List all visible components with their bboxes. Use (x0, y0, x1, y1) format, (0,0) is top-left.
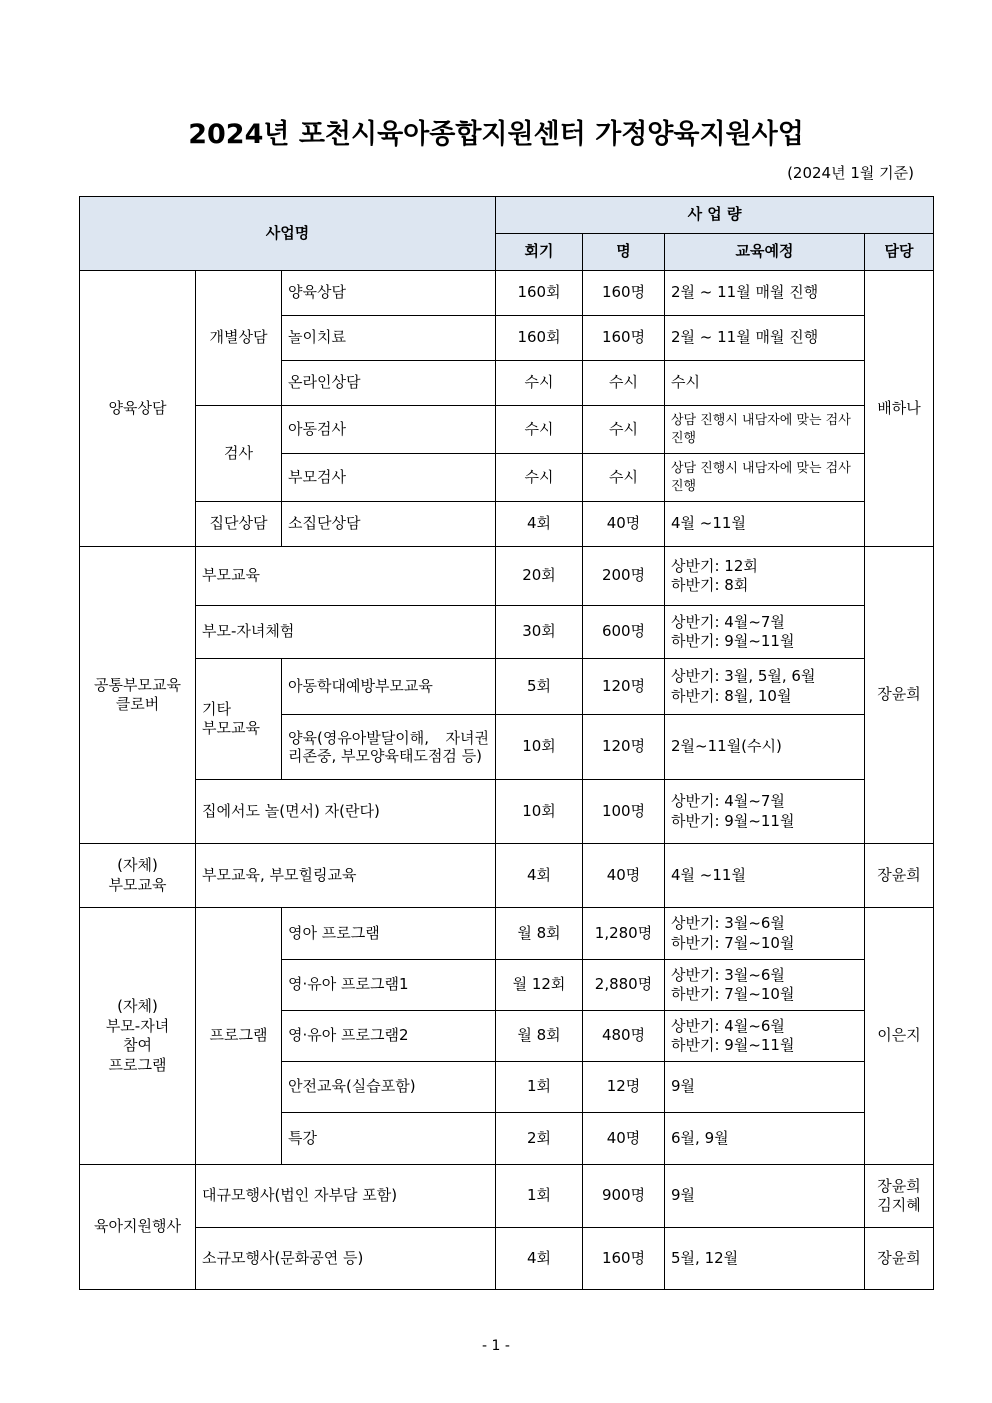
schedule-cell (665, 547, 865, 606)
header-manager: 담당 (865, 234, 934, 271)
item-name: 소집단상담 (282, 502, 496, 547)
table-row (80, 502, 934, 547)
header-schedule: 교육예정 (665, 234, 865, 271)
manager-line: 장윤희 (877, 1176, 921, 1195)
schedule-cell: 수시 (665, 361, 865, 406)
subcategory-cell: 집단상담 (196, 502, 282, 547)
table-row (80, 844, 934, 908)
item-name: 특강 (282, 1113, 496, 1165)
sessions-cell: 2회 (496, 1113, 583, 1165)
schedule-line: 상반기: 3월~6월 (671, 914, 785, 932)
category-line: 부모교육 (108, 875, 167, 894)
category-cell: 육아지원행사 (80, 1165, 196, 1290)
schedule-cell: 2월 ~ 11월 매월 진행 (665, 316, 865, 361)
people-cell: 120명 (583, 659, 665, 715)
schedule-line: 하반기: 9월~11월 (671, 1036, 795, 1054)
table-header-row (80, 197, 934, 234)
people-cell: 900명 (583, 1165, 665, 1228)
header-business-name: 사업명 (80, 197, 496, 271)
schedule-line: 하반기: 8회 (671, 576, 749, 594)
sessions-cell: 10회 (496, 780, 583, 844)
sessions-cell: 수시 (496, 454, 583, 502)
table-row (80, 1165, 934, 1228)
category-line: 참여 (123, 1036, 152, 1054)
schedule-cell: 5월, 12월 (665, 1228, 865, 1290)
table-row (80, 547, 934, 606)
schedule-cell: 4월 ~11월 (665, 502, 865, 547)
sessions-cell: 수시 (496, 406, 583, 454)
item-name: 양육상담 (282, 271, 496, 316)
manager-cell (865, 1165, 934, 1228)
document-title: 2024년 포천시육아종합지원센터 가정양육지원사업 (188, 119, 804, 150)
subcategory-line: 기타 (202, 699, 231, 718)
schedule-cell (665, 780, 865, 844)
schedule-cell: 2월~11월(수시) (665, 715, 865, 780)
schedule-cell (665, 1011, 865, 1062)
header-volume: 사 업 량 (496, 197, 934, 234)
sessions-cell: 160회 (496, 316, 583, 361)
item-name: 아동검사 (282, 406, 496, 454)
sessions-cell: 월 8회 (496, 1011, 583, 1062)
people-cell: 수시 (583, 454, 665, 502)
people-cell: 200명 (583, 547, 665, 606)
item-name: 부모검사 (282, 454, 496, 502)
schedule-cell (665, 960, 865, 1011)
sessions-cell: 5회 (496, 659, 583, 715)
people-cell: 1,280명 (583, 908, 665, 960)
schedule-line: 하반기: 9월~11월 (671, 632, 795, 650)
item-name: 안전교육(실습포함) (282, 1062, 496, 1113)
people-cell: 수시 (583, 361, 665, 406)
schedule-cell: 상담 진행시 내담자에 맞는 검사 진행 (665, 454, 865, 502)
people-cell: 수시 (583, 406, 665, 454)
people-cell: 2,880명 (583, 960, 665, 1011)
item-name: 양육(영유아발달이해, 자녀권리존중, 부모양육태도점검 등) (282, 715, 496, 780)
item-name: 부모교육 (196, 547, 496, 606)
subcategory-line: 부모교육 (202, 719, 260, 737)
schedule-cell (665, 908, 865, 960)
table-row (80, 406, 934, 454)
category-cell (80, 844, 196, 908)
people-cell: 600명 (583, 606, 665, 659)
people-cell: 160명 (583, 271, 665, 316)
sessions-cell: 1회 (496, 1062, 583, 1113)
item-name: 영·유아 프로그램1 (282, 960, 496, 1011)
item-name: 대규모행사(법인 자부담 포함) (196, 1165, 496, 1228)
item-name: 영·유아 프로그램2 (282, 1011, 496, 1062)
schedule-cell: 4월 ~11월 (665, 844, 865, 908)
item-name: 온라인상담 (282, 361, 496, 406)
sessions-cell: 20회 (496, 547, 583, 606)
sessions-cell: 4회 (496, 844, 583, 908)
category-cell (80, 908, 196, 1165)
sessions-cell: 월 12회 (496, 960, 583, 1011)
subcategory-cell: 검사 (196, 406, 282, 502)
item-name: 영아 프로그램 (282, 908, 496, 960)
schedule-line: 상반기: 4월~7월 (671, 792, 785, 810)
sessions-cell: 수시 (496, 361, 583, 406)
schedule-line: 상반기: 3월, 5월, 6월 (671, 667, 816, 685)
schedule-line: 하반기: 8월, 10월 (671, 686, 792, 705)
schedule-line: 상반기: 3월~6월 (671, 965, 785, 984)
schedule-line: 상반기: 4월~7월 (671, 612, 785, 631)
people-cell: 160명 (583, 1228, 665, 1290)
people-cell: 40명 (583, 1113, 665, 1165)
header-sessions: 회기 (496, 234, 583, 271)
manager-cell: 장윤희 (865, 1228, 934, 1290)
sessions-cell: 4회 (496, 1228, 583, 1290)
schedule-line: 하반기: 9월~11월 (671, 811, 795, 830)
business-table (79, 196, 934, 1290)
item-name: 놀이치료 (282, 316, 496, 361)
sessions-cell: 1회 (496, 1165, 583, 1228)
schedule-cell (665, 606, 865, 659)
table-row (80, 908, 934, 960)
sessions-cell: 10회 (496, 715, 583, 780)
table-row (80, 606, 934, 659)
schedule-line: 하반기: 7월~10월 (671, 985, 795, 1003)
schedule-cell (665, 659, 865, 715)
page-number: - 1 - (482, 1338, 510, 1354)
manager-cell: 배하나 (865, 271, 934, 547)
sessions-cell: 160회 (496, 271, 583, 316)
manager-cell: 장윤희 (865, 844, 934, 908)
category-cell: 양육상담 (80, 271, 196, 547)
table-row (80, 780, 934, 844)
item-name: 부모-자녀체험 (196, 606, 496, 659)
category-cell (80, 547, 196, 844)
category-line: (자체) (117, 997, 158, 1015)
document-subtitle: (2024년 1월 기준) (787, 164, 914, 182)
people-cell: 120명 (583, 715, 665, 780)
subcategory-cell: 프로그램 (196, 908, 282, 1165)
item-name: 소규모행사(문화공연 등) (196, 1228, 496, 1290)
schedule-line: 하반기: 7월~10월 (671, 933, 795, 952)
category-line: 공통부모교육 (94, 675, 181, 694)
schedule-cell: 6월, 9월 (665, 1113, 865, 1165)
manager-cell: 이은지 (865, 908, 934, 1165)
schedule-cell: 9월 (665, 1165, 865, 1228)
manager-cell: 장윤희 (865, 547, 934, 844)
sessions-cell: 월 8회 (496, 908, 583, 960)
item-name: 집에서도 놀(면서) 자(란다) (196, 780, 496, 844)
header-people: 명 (583, 234, 665, 271)
category-line: 부모-자녀 (105, 1016, 170, 1035)
people-cell: 480명 (583, 1011, 665, 1062)
schedule-cell: 상담 진행시 내담자에 맞는 검사 진행 (665, 406, 865, 454)
manager-line: 김지혜 (877, 1196, 921, 1214)
people-cell: 12명 (583, 1062, 665, 1113)
schedule-cell: 9월 (665, 1062, 865, 1113)
schedule-line: 상반기: 4월~6월 (671, 1016, 785, 1035)
people-cell: 160명 (583, 316, 665, 361)
table-row (80, 659, 934, 715)
sessions-cell: 30회 (496, 606, 583, 659)
subcategory-cell: 개별상담 (196, 271, 282, 406)
subcategory-cell (196, 659, 282, 780)
people-cell: 40명 (583, 502, 665, 547)
category-line: 클로버 (115, 695, 160, 713)
people-cell: 100명 (583, 780, 665, 844)
category-line: 프로그램 (108, 1055, 167, 1074)
item-name: 부모교육, 부모힐링교육 (196, 844, 496, 908)
schedule-cell: 2월 ~ 11월 매월 진행 (665, 271, 865, 316)
sessions-cell: 4회 (496, 502, 583, 547)
table-row (80, 1228, 934, 1290)
table-row (80, 271, 934, 316)
item-name: 아동학대예방부모교육 (282, 659, 496, 715)
people-cell: 40명 (583, 844, 665, 908)
category-line: (자체) (117, 856, 158, 874)
schedule-line: 상반기: 12회 (671, 556, 758, 575)
